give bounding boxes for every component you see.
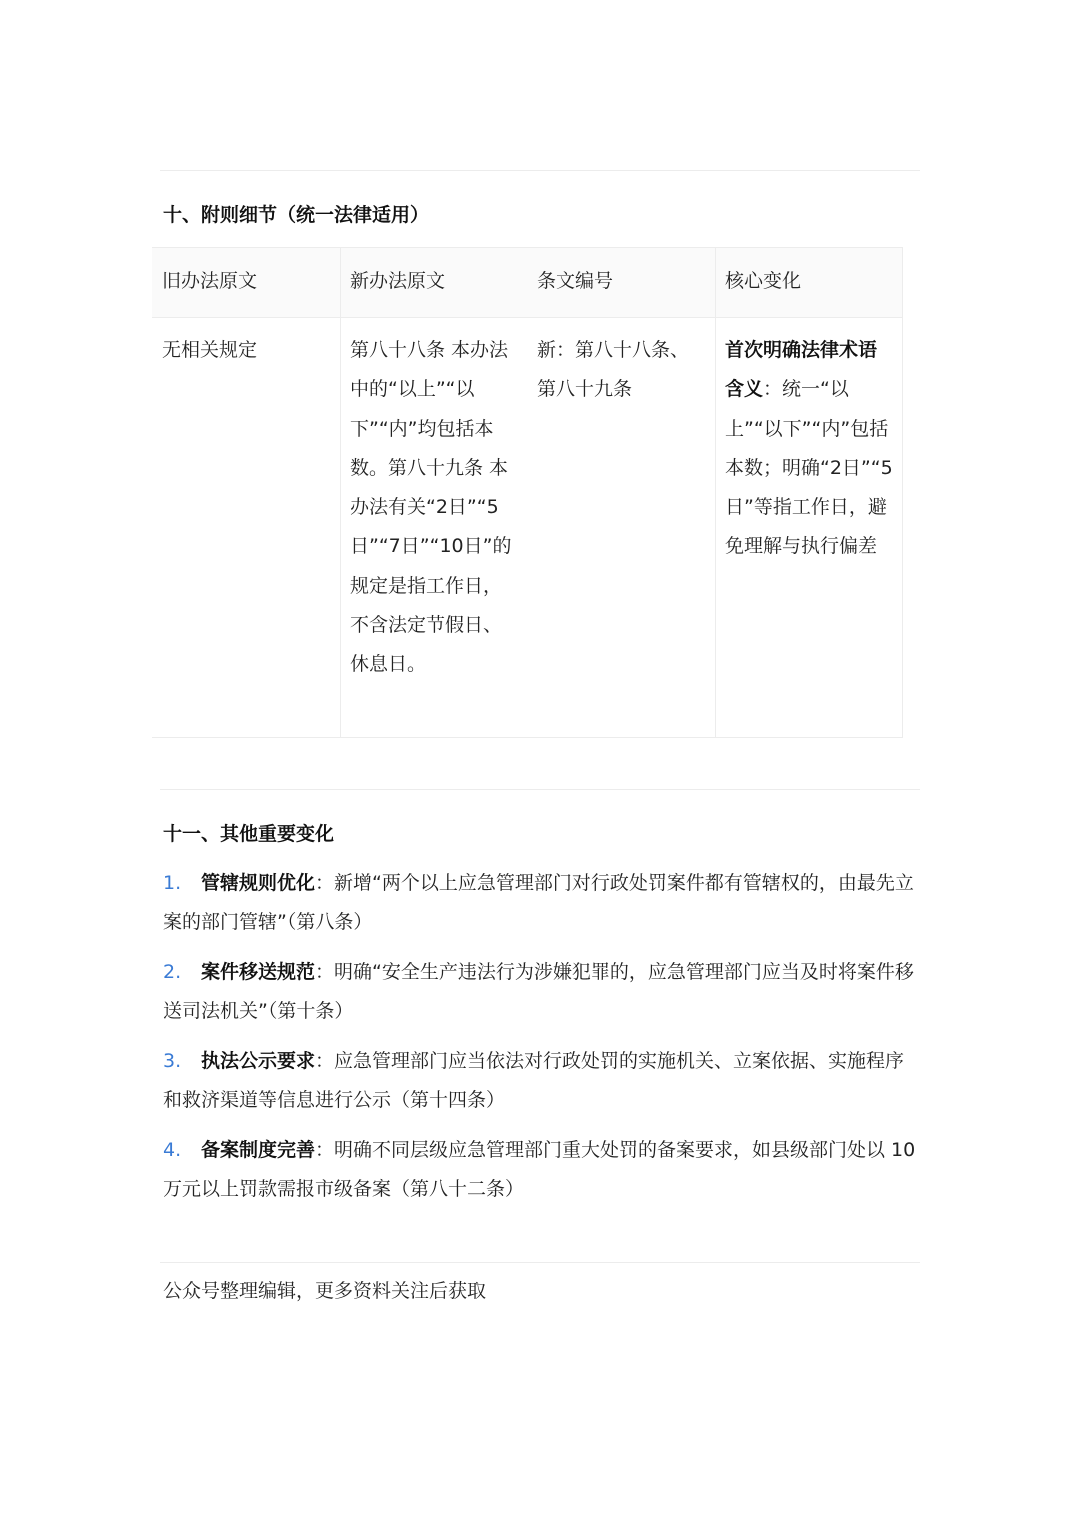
table-border-top bbox=[152, 247, 903, 248]
comparison-table bbox=[152, 247, 903, 738]
list-item-title: 执法公示要求 bbox=[201, 1050, 316, 1072]
section-10-title: 十、附则细节（统一法律适用） bbox=[163, 204, 430, 226]
header-article-number: 条文编号 bbox=[537, 270, 614, 292]
footer-note: 公众号整理编辑，更多资料关注后获取 bbox=[163, 1280, 487, 1302]
core-change-text: ：统一“以上”“以下”“内”包括本数；明确“2日”“5日”等指工作日，避免理解与执行偏差 bbox=[725, 378, 893, 558]
section-11-title: 十一、其他重要变化 bbox=[163, 823, 335, 845]
divider bbox=[160, 1262, 920, 1263]
header-old-text: 旧办法原文 bbox=[162, 270, 258, 292]
list-item-text: ：明确“安全生产违法行为涉嫌犯罪的，应急管理部门应当及时将案件移送司法机关”（第十条） bbox=[163, 961, 914, 1022]
list-item-title: 备案制度完善 bbox=[201, 1139, 316, 1161]
table-border-bottom bbox=[152, 737, 903, 738]
cell-article-number: 新：第八十八条、第八十九条 bbox=[537, 339, 690, 401]
core-change-bold: 首次明确法律术语含义 bbox=[725, 339, 878, 401]
divider bbox=[160, 789, 920, 790]
cell-old-text: 无相关规定 bbox=[162, 339, 258, 361]
list-item bbox=[163, 1042, 923, 1120]
list-number: 2. bbox=[163, 961, 182, 983]
list-item-text: ：明确不同层级应急管理部门重大处罚的备案要求，如县级部门处以 10 万元以上罚款需报市级备案（第八十二条） bbox=[163, 1139, 916, 1200]
cell-core-change bbox=[715, 331, 903, 567]
list-item-text: ：应急管理部门应当依法对行政处罚的实施机关、立案依据、实施程序和救济渠道等信息进行公示（第十四条） bbox=[163, 1050, 905, 1111]
changes-list bbox=[163, 864, 923, 1220]
list-number: 1. bbox=[163, 872, 182, 894]
list-item-title: 案件移送规范 bbox=[201, 961, 316, 983]
list-number: 4. bbox=[163, 1139, 182, 1161]
cell-new-text: 第八十八条 本办法中的“以上”“以下”“内”均包括本数。第八十九条 本办法有关“2日”“5日”“7日”“10日”的规定是指工作日，不含法定节假日、休息日。 bbox=[350, 339, 512, 676]
list-item bbox=[163, 953, 923, 1031]
divider bbox=[160, 170, 920, 171]
table-border-header bbox=[152, 317, 903, 318]
header-new-text: 新办法原文 bbox=[350, 270, 446, 292]
list-item bbox=[163, 1131, 923, 1209]
list-item-title: 管辖规则优化 bbox=[201, 872, 316, 894]
list-number: 3. bbox=[163, 1050, 182, 1072]
list-item bbox=[163, 864, 923, 942]
list-item-text: ：新增“两个以上应急管理部门对行政处罚案件都有管辖权的，由最先立案的部门管辖”（第八条） bbox=[163, 872, 914, 933]
header-core-change: 核心变化 bbox=[725, 270, 802, 292]
